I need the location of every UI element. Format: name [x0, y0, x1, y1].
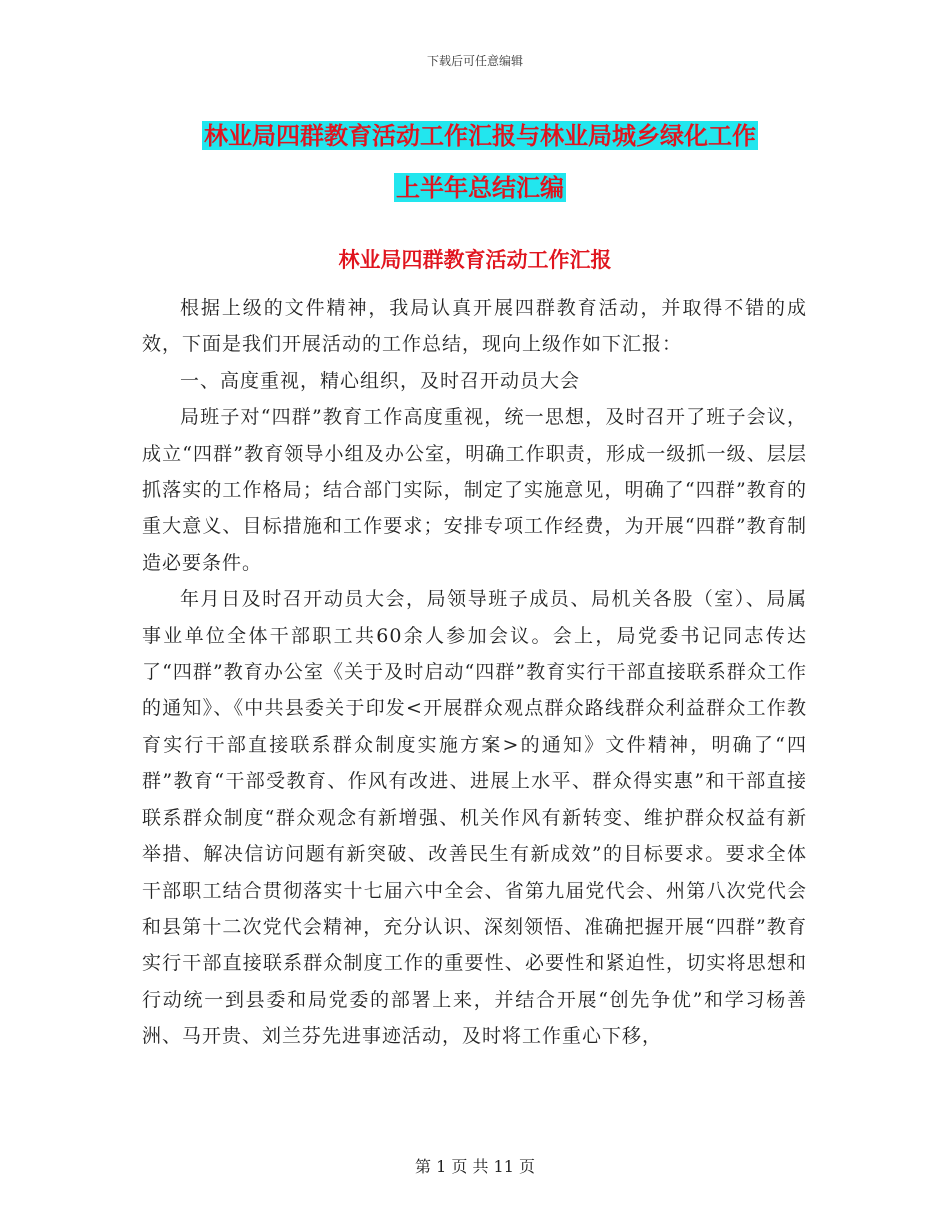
- paragraph-intro: 根据上级的文件精神，我局认真开展四群教育活动，并取得不错的成效，下面是我们开展活动的工作总结，现向上级作如下汇报：: [142, 297, 807, 356]
- page-footer: 第 1 页 共 11 页: [415, 1157, 535, 1176]
- paragraph-body-1: 局班子对“四群”教育工作高度重视，统一思想，及时召开了班子会议，成立“四群”教育领导小组及办公室，明确工作职责，形成一级抓一级、层层抓落实的工作格局；结合部门实际，制定了实施意见，明确了“四群”教育的重大意义、目标措施和工作要求；安排专项工作经费，为开展“四群”教育制造必要条件。: [142, 406, 807, 574]
- document-body: [142, 290, 807, 1055]
- document-title: [140, 110, 820, 214]
- paragraph-body-2: 年月日及时召开动员大会，局领导班子成员、局机关各股（室）、局属事业单位全体干部职工共60余人参加会议。会上，局党委书记同志传达了“四群”教育办公室《关于及时启动“四群”教育实行干部直接联系群众工作的通知》、《中共县委关于印发<开展群众观点群众路线群众利益群众工作教育实行干部直接联系群众制度实施方案>的通知》文件精神，明确了“四群”教育“干部受教育、作风有改进、进展上水平、群众得实惠”和干部直接联系群众制度“群众观念有新增强、机关作风有新转变、维护群众权益有新举措、解决信访问题有新突破、改善民生有新成效”的目标要求。要求全体干部职工结合贯彻落实十七届六中全会、省第九届党代会、州第八次党代会和县第十二次党代会精神，充分认识、深刻领悟、准确把握开展“四群”教育实行干部直接联系群众制度工作的重要性、必要性和紧迫性，切实将思想和行动统一到县委和局党委的部署上来，并结合开展“创先争优”和学习杨善洲、马开贵、刘兰芬先进事迹活动，及时将工作重心下移，: [142, 588, 807, 1048]
- paragraph-heading-1: 一、高度重视，精心组织，及时召开动员大会: [180, 369, 581, 392]
- title-line-2: 上半年总结汇编: [396, 173, 564, 202]
- header-note: 下载后可任意编辑: [426, 54, 523, 68]
- section-subtitle: 林业局四群教育活动工作汇报: [338, 247, 612, 272]
- title-line-1: 林业局四群教育活动工作汇报与林业局城乡绿化工作: [204, 121, 756, 150]
